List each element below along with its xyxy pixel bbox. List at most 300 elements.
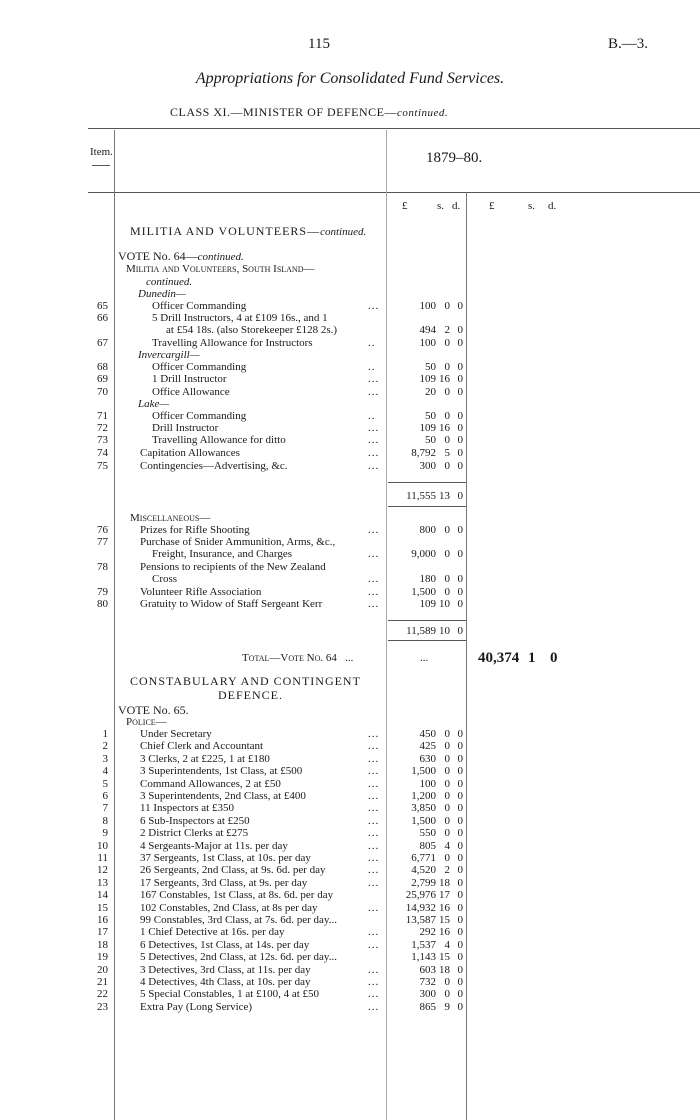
item-description: Contingencies—Advertising, &c.	[140, 460, 288, 472]
item-description: Office Allowance	[152, 386, 230, 398]
pound-unit-2: £	[489, 200, 495, 212]
amount-pence: 0	[457, 839, 463, 852]
amount-shillings: 15	[439, 951, 450, 964]
item-description: 167 Constables, 1st Class, at 8s. 6d. per day	[140, 889, 334, 902]
leader-dots: ...	[368, 524, 380, 536]
amount-pence: 0	[457, 914, 463, 926]
item-number: 69	[97, 373, 108, 385]
pound-unit-1: £	[402, 200, 408, 212]
amount-pounds: 14,932	[405, 901, 436, 914]
amount-pence: 0	[457, 864, 463, 877]
amount-pounds: 50	[425, 410, 436, 422]
amount-shillings: 0	[444, 852, 450, 864]
item-number: 80	[97, 598, 108, 610]
amount-pence: 0	[457, 324, 463, 336]
table-row	[0, 561, 700, 573]
amount-pence: 0	[457, 901, 463, 914]
amount-pounds: 1,500	[411, 765, 436, 778]
item-number: 76	[97, 524, 108, 536]
leader-dots: ...	[368, 864, 380, 877]
amount-pounds: 450	[419, 728, 436, 740]
leader-dots: ...	[368, 802, 380, 815]
table-row	[0, 728, 700, 740]
amount-pounds: 2,799	[411, 876, 436, 889]
leader-dots: ..	[368, 361, 376, 373]
amount-pence: 0	[457, 524, 463, 536]
table-row	[0, 573, 700, 585]
item-description: 37 Sergeants, 1st Class, at 10s. per day	[140, 852, 311, 864]
leader-dots: ...	[368, 548, 380, 560]
item-underline	[92, 165, 110, 166]
amount-pounds: 603	[419, 963, 436, 976]
item-number: 67	[97, 337, 108, 349]
amount-pounds: 494	[419, 324, 436, 336]
item-description: 1 Chief Detective at 16s. per day	[140, 926, 285, 939]
misc-subtotal	[0, 625, 700, 637]
amount-pence: 0	[457, 586, 463, 598]
amount-shillings: 0	[444, 386, 450, 398]
total-amount-dots: ...	[420, 652, 429, 664]
amount-shillings: 0	[444, 337, 450, 349]
item-description: 4 Detectives, 4th Class, at 10s. per day	[140, 976, 311, 988]
amount-shillings: 18	[439, 963, 450, 976]
militia-subtotal-pence: 0	[457, 490, 463, 502]
amount-pounds: 800	[419, 524, 436, 536]
amount-pence: 0	[457, 938, 463, 951]
militia-subtotal-bottom-rule	[388, 506, 466, 507]
item-number: 20	[97, 963, 108, 976]
amount-shillings: 0	[444, 802, 450, 815]
header-bottom-rule	[88, 192, 700, 193]
grand-total-pence: 0	[550, 650, 558, 666]
amount-shillings: 4	[444, 839, 450, 852]
amount-pence: 0	[457, 740, 463, 753]
table-row	[0, 300, 700, 312]
item-number: 4	[102, 765, 108, 778]
amount-pounds: 100	[419, 300, 436, 312]
amount-shillings: 9	[444, 1000, 450, 1013]
amount-pounds: 300	[419, 988, 436, 1001]
leader-dots: ...	[368, 586, 380, 598]
amount-pounds: 550	[419, 827, 436, 840]
item-description: 5 Special Constables, 1 at £100, 4 at £50	[140, 988, 320, 1001]
leader-dots: ...	[368, 988, 380, 1001]
region-continued: continued.	[146, 276, 193, 288]
amount-pounds: 732	[419, 976, 436, 988]
item-description: 3 Superintendents, 2nd Class, at £400	[140, 790, 306, 802]
table-row	[0, 447, 700, 459]
item-description: 17 Sergeants, 3rd Class, at 9s. per day	[140, 876, 308, 889]
amount-shillings: 0	[444, 548, 450, 560]
table-row	[0, 765, 700, 777]
amount-pence: 0	[457, 963, 463, 976]
item-description: 3 Detectives, 3rd Class, at 11s. per day	[140, 963, 311, 976]
item-number: 79	[97, 586, 108, 598]
leader-dots: ...	[368, 852, 380, 864]
amount-pence: 0	[457, 988, 463, 1001]
militia-heading-text: MILITIA AND VOLUNTEERS—	[130, 224, 321, 238]
amount-shillings: 0	[444, 460, 450, 472]
amount-shillings: 4	[444, 938, 450, 951]
item-description: 26 Sergeants, 2nd Class, at 9s. 6d. per day	[140, 864, 326, 877]
item-description: Under Secretary	[140, 728, 212, 740]
amount-shillings: 0	[444, 790, 450, 802]
amount-pence: 0	[457, 827, 463, 840]
table-row	[0, 373, 700, 385]
amount-pence: 0	[457, 777, 463, 790]
amount-pence: 0	[457, 300, 463, 312]
item-description: Pensions to recipients of the New Zealand	[140, 561, 326, 573]
item-number: 74	[97, 447, 108, 459]
class-subtitle	[170, 105, 448, 120]
amount-pounds: 1,500	[411, 814, 436, 827]
leader-dots: ...	[368, 765, 380, 778]
lake-label: Lake—	[138, 398, 170, 410]
shilling-unit-1: s.	[437, 200, 445, 212]
amount-pence: 0	[457, 573, 463, 585]
militia-subtotal	[0, 490, 700, 502]
leader-dots: ...	[368, 827, 380, 840]
amount-pounds: 865	[419, 1000, 436, 1013]
total-dots: ...	[345, 652, 354, 664]
leader-dots: ...	[368, 460, 380, 472]
amount-shillings: 0	[444, 752, 450, 765]
amount-pence: 0	[457, 361, 463, 373]
amount-shillings: 0	[444, 777, 450, 790]
table-row	[0, 386, 700, 398]
leader-dots: ...	[368, 422, 380, 434]
item-number: 21	[97, 976, 108, 988]
item-description: 2 District Clerks at £275	[140, 827, 249, 840]
item-number: 14	[97, 889, 108, 902]
item-number: 16	[97, 914, 108, 926]
item-number: 3	[102, 752, 108, 765]
pence-unit-1: d.	[452, 200, 461, 212]
amount-pence: 0	[457, 373, 463, 385]
amount-pence: 0	[457, 802, 463, 815]
table-row	[0, 524, 700, 536]
table-row	[0, 827, 700, 839]
amount-pence: 0	[457, 410, 463, 422]
table-row	[0, 460, 700, 472]
table-row	[0, 536, 700, 548]
amount-pence: 0	[457, 434, 463, 446]
constabulary-heading-line2: DEFENCE.	[218, 688, 283, 702]
table-row	[0, 598, 700, 610]
item-description: 3 Superintendents, 1st Class, at £500	[140, 765, 303, 778]
militia-heading	[130, 224, 366, 239]
pence-unit-2: d.	[548, 200, 557, 212]
grand-total-shillings: 1	[528, 650, 536, 666]
amount-pounds: 805	[419, 839, 436, 852]
amount-pence: 0	[457, 337, 463, 349]
amount-shillings: 10	[439, 598, 450, 610]
item-number: 71	[97, 410, 108, 422]
amount-pounds: 180	[419, 573, 436, 585]
militia-subtotal-rule	[388, 482, 466, 483]
amount-pounds: 109	[419, 373, 436, 385]
amount-pounds: 109	[419, 422, 436, 434]
table-row	[0, 434, 700, 446]
amount-pence: 0	[457, 548, 463, 560]
amount-pounds: 25,976	[405, 889, 436, 902]
item-number: 68	[97, 361, 108, 373]
item-number: 77	[97, 536, 108, 548]
amount-pounds: 100	[419, 777, 436, 790]
grand-total-pounds: 40,374	[478, 650, 520, 666]
amount-shillings: 0	[444, 765, 450, 778]
table-row	[0, 864, 700, 876]
item-description: Officer Commanding	[152, 361, 247, 373]
table-row	[0, 902, 700, 914]
amount-pounds: 1,200	[411, 790, 436, 802]
table-row	[0, 840, 700, 852]
amount-pounds: 292	[419, 926, 436, 939]
item-description: 3 Clerks, 2 at £225, 1 at £180	[140, 752, 270, 765]
item-number: 70	[97, 386, 108, 398]
misc-heading: Miscellaneous—	[130, 512, 211, 524]
year-header: 1879–80.	[426, 150, 483, 166]
table-row	[0, 951, 700, 963]
item-number: 19	[97, 951, 108, 964]
total-label-text: Total—Vote No. 64	[242, 652, 337, 664]
amount-pence: 0	[457, 926, 463, 939]
item-description: 1 Drill Instructor	[152, 373, 227, 385]
leader-dots: ...	[368, 447, 380, 459]
item-number: 18	[97, 938, 108, 951]
amount-pounds: 50	[425, 434, 436, 446]
leader-dots: ...	[368, 728, 380, 740]
amount-pence: 0	[457, 765, 463, 778]
item-number: 6	[102, 790, 108, 802]
leader-dots: ...	[368, 876, 380, 889]
item-description: 5 Drill Instructors, 4 at £109 16s., and 1	[152, 312, 328, 324]
table-row	[0, 312, 700, 324]
item-number: 13	[97, 876, 108, 889]
amount-shillings: 2	[444, 864, 450, 877]
leader-dots: ...	[368, 963, 380, 976]
item-description: Cross	[152, 573, 178, 585]
amount-shillings: 16	[439, 422, 450, 434]
invercargill-label: Invercargill—	[138, 349, 200, 361]
amount-shillings: 16	[439, 373, 450, 385]
leader-dots: ...	[368, 373, 380, 385]
leader-dots: ...	[368, 752, 380, 765]
table-row	[0, 324, 700, 336]
item-column-header: Item.	[90, 146, 113, 158]
table-row	[0, 889, 700, 901]
amount-pounds: 13,587	[405, 914, 436, 926]
amount-pounds: 425	[419, 740, 436, 753]
item-number: 75	[97, 460, 108, 472]
amount-pence: 0	[457, 422, 463, 434]
amount-shillings: 0	[444, 814, 450, 827]
table-row	[0, 337, 700, 349]
item-number: 15	[97, 901, 108, 914]
militia-subtotal-pounds: 11,555	[406, 490, 436, 502]
leader-dots: ...	[368, 386, 380, 398]
amount-shillings: 2	[444, 324, 450, 336]
leader-dots: ...	[368, 598, 380, 610]
table-row	[0, 753, 700, 765]
table-row	[0, 877, 700, 889]
amount-shillings: 18	[439, 876, 450, 889]
item-description: Officer Commanding	[152, 300, 247, 312]
item-description: Command Allowances, 2 at £50	[140, 777, 281, 790]
table-row	[0, 815, 700, 827]
leader-dots: ..	[368, 337, 376, 349]
leader-dots: ...	[368, 300, 380, 312]
item-description: Volunteer Rifle Association	[140, 586, 262, 598]
amount-pounds: 630	[419, 752, 436, 765]
leader-dots: ...	[368, 573, 380, 585]
item-description: 11 Inspectors at £350	[140, 802, 234, 815]
item-number: 17	[97, 926, 108, 939]
table-row	[0, 976, 700, 988]
item-number: 8	[102, 814, 108, 827]
item-number: 7	[102, 802, 108, 815]
item-number: 22	[97, 988, 108, 1001]
amount-pounds: 1,500	[411, 586, 436, 598]
item-number: 1	[102, 728, 108, 740]
amount-shillings: 0	[444, 740, 450, 753]
item-description: Purchase of Snider Ammunition, Arms, &c.,	[140, 536, 336, 548]
item-description: Gratuity to Widow of Staff Sergeant Kerr	[140, 598, 323, 610]
leader-dots: ...	[368, 976, 380, 988]
vote-64-label	[118, 249, 244, 264]
militia-heading-cont: continued.	[320, 226, 367, 238]
amount-pounds: 4,520	[411, 864, 436, 877]
table-row	[0, 548, 700, 560]
item-description: Officer Commanding	[152, 410, 247, 422]
item-description: Chief Clerk and Accountant	[140, 740, 264, 753]
item-description: Drill Instructor	[152, 422, 219, 434]
amount-shillings: 15	[439, 914, 450, 926]
vote-64-cont: continued.	[197, 251, 244, 263]
leader-dots: ..	[368, 410, 376, 422]
item-number: 2	[102, 740, 108, 753]
amount-pence: 0	[457, 814, 463, 827]
item-number: 72	[97, 422, 108, 434]
page-number: 115	[308, 36, 330, 52]
vote-64-text: VOTE No. 64—	[118, 249, 198, 263]
amount-shillings: 0	[444, 728, 450, 740]
leader-dots: ...	[368, 740, 380, 753]
table-row	[0, 740, 700, 752]
leader-dots: ...	[368, 790, 380, 802]
item-number: 73	[97, 434, 108, 446]
amount-shillings: 0	[444, 300, 450, 312]
item-description: Capitation Allowances	[140, 447, 240, 459]
amount-pence: 0	[457, 852, 463, 864]
table-row	[0, 926, 700, 938]
item-number: 78	[97, 561, 108, 573]
amount-shillings: 0	[444, 976, 450, 988]
militia-subtotal-shillings: 13	[439, 490, 450, 502]
leader-dots: ...	[368, 839, 380, 852]
leader-dots: ...	[368, 938, 380, 951]
amount-pence: 0	[457, 752, 463, 765]
amount-shillings: 0	[444, 410, 450, 422]
table-row	[0, 410, 700, 422]
amount-shillings: 0	[444, 988, 450, 1001]
amount-pounds: 6,771	[411, 852, 436, 864]
amount-shillings: 0	[444, 361, 450, 373]
item-number: 9	[102, 827, 108, 840]
table-row	[0, 422, 700, 434]
item-description: Freight, Insurance, and Charges	[152, 548, 293, 560]
misc-subtotal-pounds: 11,589	[406, 625, 436, 637]
constabulary-heading-line1: CONSTABULARY AND CONTINGENT	[130, 674, 361, 688]
amount-shillings: 16	[439, 901, 450, 914]
misc-subtotal-rule	[388, 620, 466, 621]
amount-pounds: 1,143	[411, 951, 436, 964]
amount-pence: 0	[457, 598, 463, 610]
header-top-rule	[88, 128, 700, 129]
item-number: 11	[97, 852, 108, 864]
police-heading: Police—	[126, 716, 167, 728]
table-row	[0, 988, 700, 1000]
amount-pence: 0	[457, 889, 463, 902]
item-description: 5 Detectives, 2nd Class, at 12s. 6d. per day...	[140, 951, 337, 964]
amount-pounds: 50	[425, 361, 436, 373]
table-row	[0, 914, 700, 926]
leader-dots: ...	[368, 901, 380, 914]
item-description: 6 Detectives, 1st Class, at 14s. per day	[140, 938, 310, 951]
table-row	[0, 939, 700, 951]
amount-pence: 0	[457, 447, 463, 459]
table-row	[0, 361, 700, 373]
leader-dots: ...	[368, 926, 380, 939]
item-number: 23	[97, 1000, 108, 1013]
item-description: at £54 18s. (also Storekeeper £128 2s.)	[166, 324, 338, 336]
misc-subtotal-pence: 0	[457, 625, 463, 637]
item-description: Extra Pay (Long Service)	[140, 1000, 253, 1013]
item-description: Travelling Allowance for Instructors	[152, 337, 313, 349]
amount-pounds: 3,850	[411, 802, 436, 815]
table-row	[0, 790, 700, 802]
misc-subtotal-shillings: 10	[439, 625, 450, 637]
amount-pence: 0	[457, 790, 463, 802]
dunedin-label: Dunedin—	[138, 288, 186, 300]
item-description: 4 Sergeants-Major at 11s. per day	[140, 839, 288, 852]
table-row	[0, 586, 700, 598]
amount-pence: 0	[457, 460, 463, 472]
amount-pence: 0	[457, 876, 463, 889]
amount-pounds: 8,792	[411, 447, 436, 459]
leader-dots: ...	[368, 777, 380, 790]
amount-shillings: 17	[439, 889, 450, 902]
amount-shillings: 0	[444, 524, 450, 536]
item-number: 10	[97, 839, 108, 852]
leader-dots: ...	[368, 434, 380, 446]
item-number: 5	[102, 777, 108, 790]
amount-shillings: 5	[444, 447, 450, 459]
item-number: 65	[97, 300, 108, 312]
vote-65-label: VOTE No. 65.	[118, 703, 189, 717]
table-row	[0, 964, 700, 976]
amount-pounds: 100	[419, 337, 436, 349]
amount-shillings: 0	[444, 573, 450, 585]
amount-pence: 0	[457, 386, 463, 398]
document-reference: B.—3.	[608, 36, 649, 52]
item-description: 99 Constables, 3rd Class, at 7s. 6d. per day...	[140, 914, 337, 926]
total-label	[242, 652, 353, 664]
item-description: Prizes for Rifle Shooting	[140, 524, 250, 536]
leader-dots: ...	[368, 1000, 380, 1013]
table-row	[0, 852, 700, 864]
item-number: 12	[97, 864, 108, 877]
